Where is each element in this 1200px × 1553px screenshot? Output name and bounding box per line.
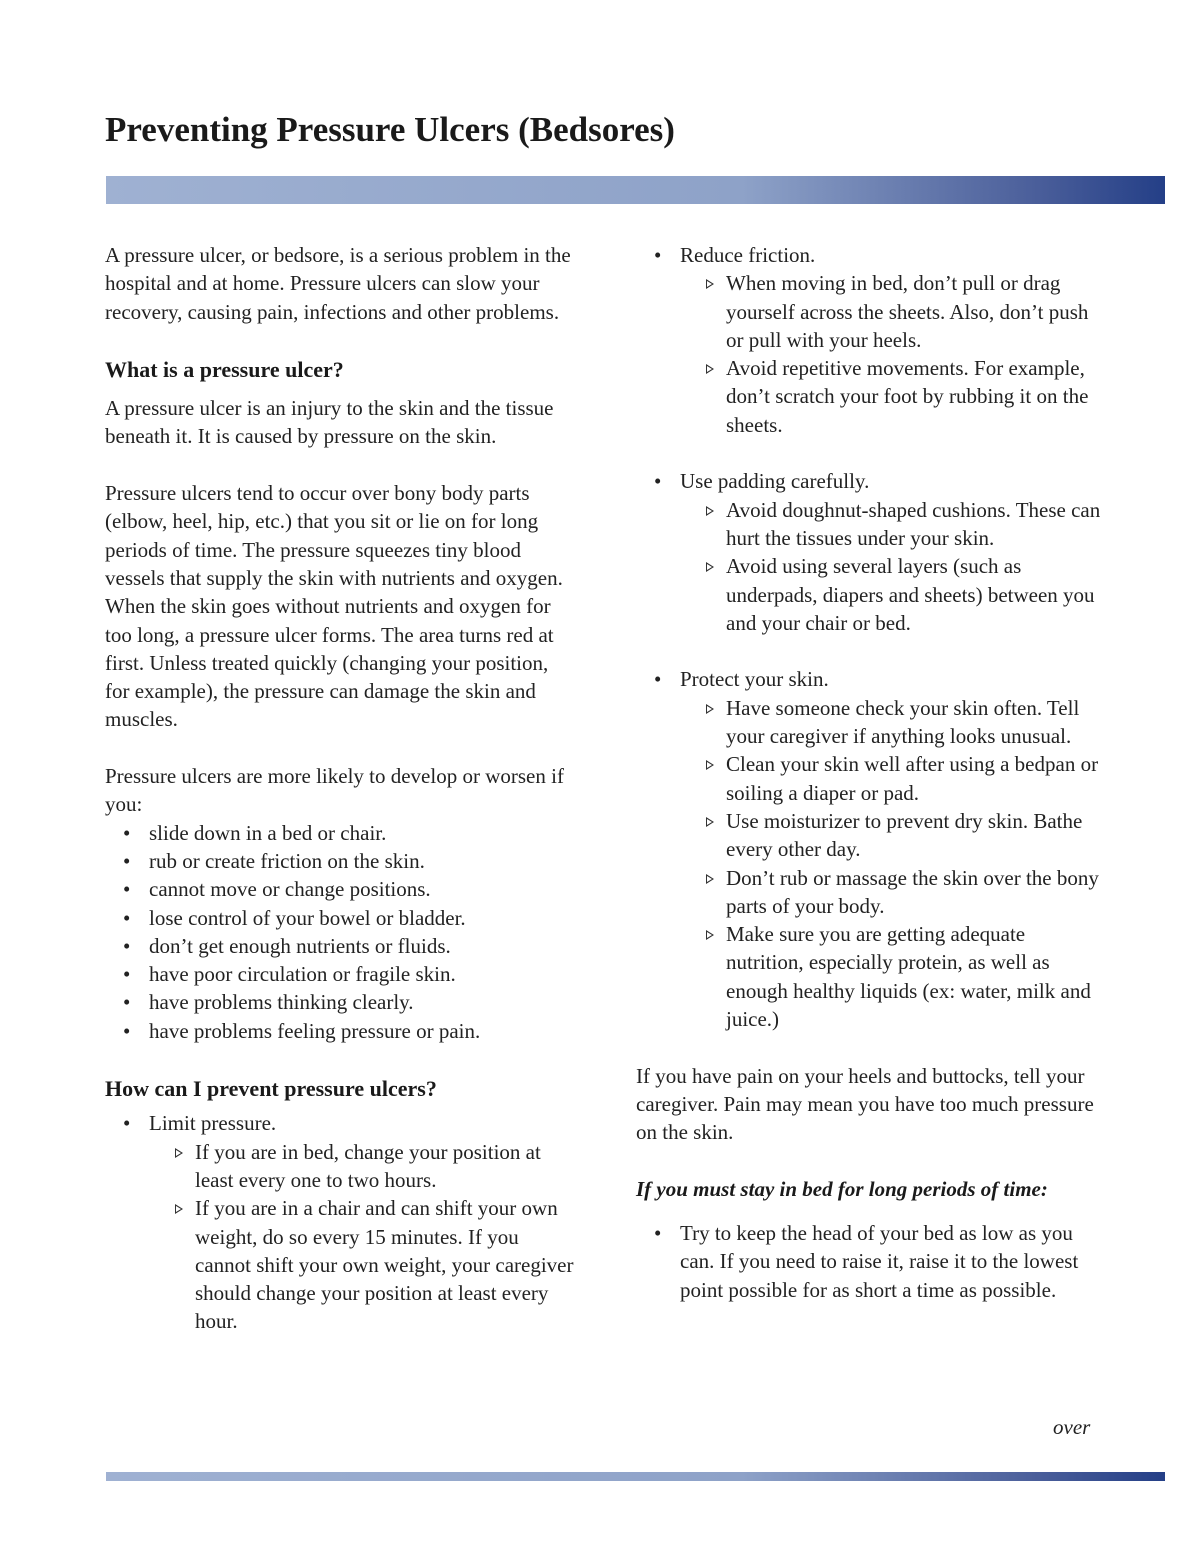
right-column bbox=[636, 241, 1101, 1304]
what-is-paragraph: A pressure ulcer is an injury to the skin and the tissue beneath it. It is caused by pressure on the skin. bbox=[105, 396, 554, 449]
heading-stay-in-bed: If you must stay in bed for long periods of time: bbox=[636, 1176, 1048, 1201]
sub-list-item: When moving in bed, don’t pull or drag yourself across the sheets. Also, don’t push or pull with your heels. bbox=[680, 269, 1101, 354]
risk-list bbox=[105, 819, 575, 1045]
intro-paragraph: A pressure ulcer, or bedsore, is a serious problem in the hospital and at home. Pressure ulcers can slow your recovery, causing pain, infections and other problems. bbox=[105, 243, 571, 324]
friction-sublist bbox=[680, 269, 1101, 439]
triangle-bullet-icon bbox=[175, 1204, 183, 1214]
protect-sublist bbox=[680, 694, 1101, 1034]
sub-list-item: Don’t rub or massage the skin over the bony parts of your body. bbox=[680, 864, 1101, 921]
footer-band bbox=[106, 1472, 1165, 1481]
list-item: • lose control of your bowel or bladder. bbox=[105, 904, 575, 932]
pain-paragraph: If you have pain on your heels and buttocks, tell your caregiver. Pain may mean you have too much pressure on the skin. bbox=[636, 1063, 1094, 1145]
bullet-icon: • bbox=[123, 877, 131, 902]
left-column bbox=[105, 241, 575, 1336]
bullet-icon: • bbox=[123, 962, 131, 987]
limit-sublist bbox=[149, 1138, 575, 1336]
padding-sublist bbox=[680, 496, 1101, 637]
bullet-icon: • bbox=[123, 990, 131, 1015]
sub-list-item: Clean your skin well after using a bedpan or soiling a diaper or pad. bbox=[680, 750, 1101, 807]
list-item: • don’t get enough nutrients or fluids. bbox=[105, 932, 575, 960]
sub-list-item: Have someone check your skin often. Tell your caregiver if anything looks unusual. bbox=[680, 694, 1101, 751]
protect-list bbox=[636, 665, 1101, 1033]
list-item: • rub or create friction on the skin. bbox=[105, 847, 575, 875]
title-band bbox=[106, 176, 1165, 204]
bullet-icon: • bbox=[654, 243, 662, 267]
page-title: Preventing Pressure Ulcers (Bedsores) bbox=[105, 110, 675, 149]
prevent-list bbox=[105, 1109, 575, 1335]
bullet-icon: • bbox=[654, 667, 662, 692]
list-item: • slide down in a bed or chair. bbox=[105, 819, 575, 847]
padding-list bbox=[636, 467, 1101, 637]
bed-list bbox=[636, 1219, 1101, 1304]
sub-list-item: Avoid using several layers (such as underpads, diapers and sheets) between you and your chair or bed. bbox=[680, 552, 1101, 637]
triangle-bullet-icon bbox=[175, 1148, 183, 1158]
sub-list-item: Avoid repetitive movements. For example, don’t scratch your foot by rubbing it on the sheets. bbox=[680, 354, 1101, 439]
bony-parts-paragraph: Pressure ulcers tend to occur over bony body parts (elbow, heel, hip, etc.) that you sit or lie on for long periods of time. The pressure squeezes tiny blood vessels that supply the skin with nutrients and oxygen. When the skin goes without nutrients and oxygen for too long, a pressure ulcer forms. The area turns red at first. Unless treated quickly (changing your position, for example), the pressure can damage the skin and muscles. bbox=[105, 481, 563, 732]
list-item: • Try to keep the head of your bed as low as you can. If you need to raise it, raise it to the lowest point possible for as short a time as possible. bbox=[654, 1221, 1079, 1302]
list-item: • have problems feeling pressure or pain. bbox=[105, 1017, 575, 1045]
list-item: • Protect your skin. Have someone check your skin often. Tell your caregiver if anything looks unusual. Clean your skin well after using a bedpan or soiling a diaper or pad. Use moisturizer to prevent dry skin. Bathe every other day. Don’t rub or massage the skin over the bony parts of your body. Make sure you are getting adequate nutrition, especially protein, as well as enough healthy liquids (ex: water, milk and juice.) bbox=[636, 665, 1101, 1033]
bullet-icon: • bbox=[123, 933, 131, 958]
triangle-bullet-icon bbox=[706, 930, 714, 940]
list-item: • have poor circulation or fragile skin. bbox=[105, 960, 575, 988]
bullet-icon: • bbox=[123, 905, 131, 930]
bullet-icon: • bbox=[123, 1018, 131, 1043]
bullet-icon: • bbox=[123, 1111, 131, 1136]
triangle-bullet-icon bbox=[706, 817, 714, 827]
triangle-bullet-icon bbox=[706, 364, 714, 374]
sub-list-item: If you are in a chair and can shift your own weight, do so every 15 minutes. If you cannot shift your own weight, your caregiver should change your position at least every hour. bbox=[149, 1194, 575, 1335]
heading-prevent: How can I prevent pressure ulcers? bbox=[105, 1076, 437, 1102]
more-likely-paragraph: Pressure ulcers are more likely to develop or worsen if you: bbox=[105, 764, 564, 817]
sub-list-item: If you are in bed, change your position at least every one to two hours. bbox=[149, 1138, 575, 1195]
bullet-icon: • bbox=[123, 820, 131, 845]
triangle-bullet-icon bbox=[706, 279, 714, 289]
bullet-icon: • bbox=[654, 469, 662, 494]
sub-list-item: Use moisturizer to prevent dry skin. Bathe every other day. bbox=[680, 807, 1101, 864]
list-item: • cannot move or change positions. bbox=[105, 875, 575, 903]
list-item: • Limit pressure. If you are in bed, change your position at least every one to two hours. If you are in a chair and can shift your own weight, do so every 15 minutes. If you cannot shift your own weight, your caregiver should change your position at least every hour. bbox=[105, 1109, 575, 1335]
bullet-icon: • bbox=[654, 1221, 662, 1246]
triangle-bullet-icon bbox=[706, 760, 714, 770]
triangle-bullet-icon bbox=[706, 506, 714, 516]
list-item: • have problems thinking clearly. bbox=[105, 988, 575, 1016]
bullet-icon: • bbox=[123, 848, 131, 873]
sub-list-item: Avoid doughnut-shaped cushions. These can hurt the tissues under your skin. bbox=[680, 496, 1101, 553]
list-item: • Use padding carefully. Avoid doughnut-shaped cushions. These can hurt the tissues under your skin. Avoid using several layers (such as underpads, diapers and sheets) between you and your chair or bed. bbox=[636, 467, 1101, 637]
page-over-marker: over bbox=[1053, 1415, 1091, 1439]
sub-list-item: Make sure you are getting adequate nutrition, especially protein, as well as enough healthy liquids (ex: water, milk and juice.) bbox=[680, 920, 1101, 1033]
heading-what-is: What is a pressure ulcer? bbox=[105, 356, 344, 382]
list-item: • Reduce friction. When moving in bed, don’t pull or drag yourself across the sheets. Also, don’t push or pull with your heels. Avoid repetitive movements. For example, don’t scratch your foot by rubbing it on the sheets. bbox=[636, 241, 1101, 439]
triangle-bullet-icon bbox=[706, 704, 714, 714]
friction-list bbox=[636, 241, 1101, 439]
triangle-bullet-icon bbox=[706, 874, 714, 884]
triangle-bullet-icon bbox=[706, 562, 714, 572]
